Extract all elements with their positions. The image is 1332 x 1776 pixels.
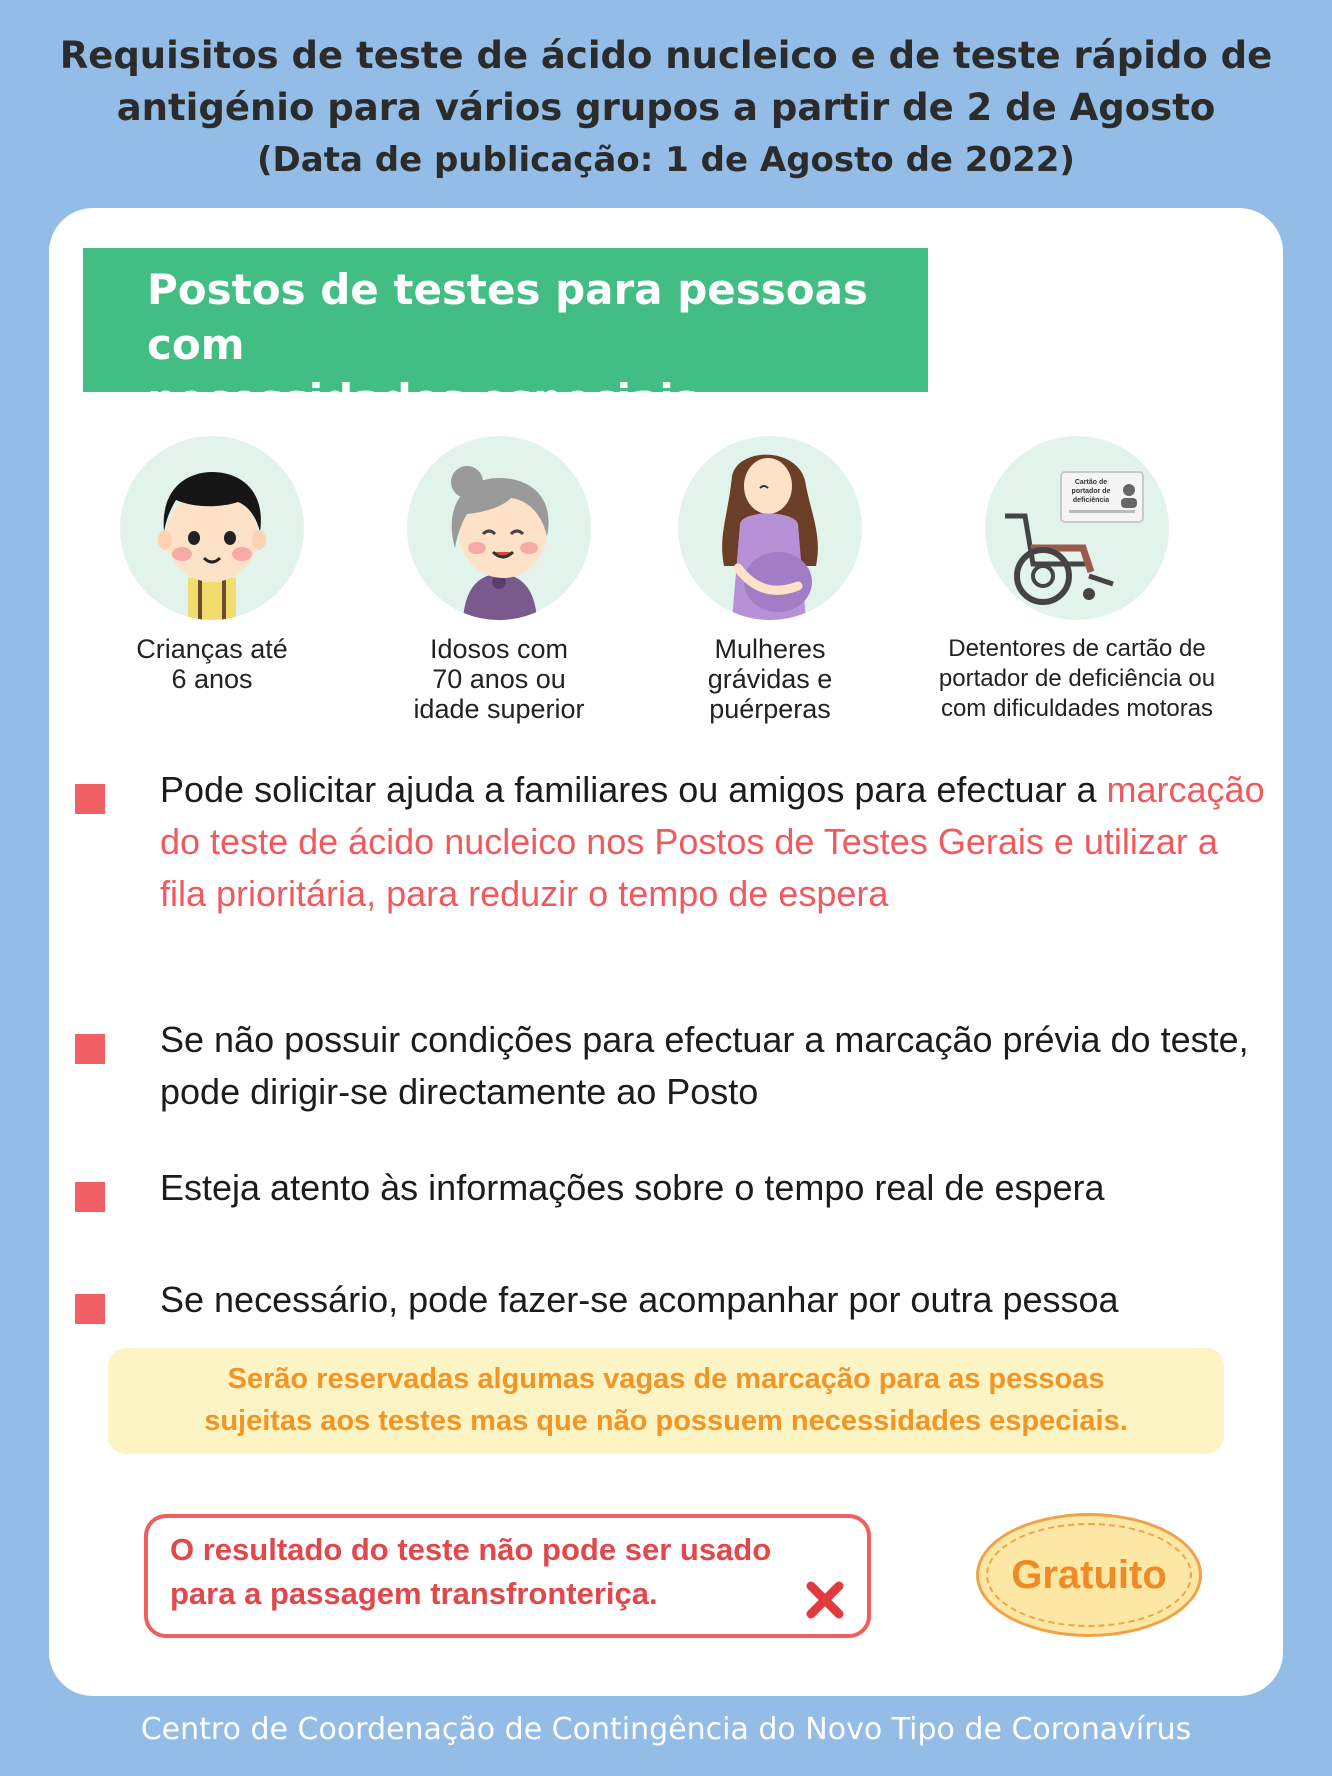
bullet-text: Esteja atento às informações sobre o tempo real de espera — [160, 1167, 1105, 1208]
cross-icon — [803, 1578, 847, 1622]
child-icon — [120, 436, 304, 620]
wheelchair-icon — [985, 436, 1169, 620]
group-disability — [917, 436, 1237, 724]
bullet-text-highlight: marcação do teste de ácido nucleico nos Postos de Testes Gerais e utilizar a fila prioritária, para reduzir o tempo de espera — [160, 769, 1265, 914]
elderly-woman-icon — [407, 436, 591, 620]
group-label: Detentores de cartão de portador de deficiência ou com dificuldades motoras — [938, 635, 1216, 722]
group-pregnant — [665, 436, 875, 724]
section-title — [83, 248, 928, 424]
header-line-1: Requisitos de teste de ácido nucleico e de teste rápido de — [59, 34, 1273, 77]
section-title-line-2: necessidades especiais — [147, 375, 699, 424]
bullet-square-icon — [75, 1182, 105, 1212]
group-elderly — [394, 436, 604, 724]
header-line-2: antigénio para vários grupos a partir de 2 de Agosto — [116, 86, 1216, 129]
bullet-square-icon — [75, 784, 105, 814]
free-badge — [976, 1513, 1202, 1637]
group-label: Crianças até 6 anos — [136, 634, 288, 694]
section-title-line-1: Postos de testes para pessoas com — [147, 265, 868, 369]
group-label: Idosos com 70 anos ou idade superior — [413, 634, 585, 724]
bullet-text: Se não possuir condições para efectuar a marcação prévia do teste, pode dirigir-se directamente ao Posto — [160, 1019, 1249, 1112]
bullet-text: Pode solicitar ajuda a familiares ou amigos para efectuar a — [160, 769, 1097, 810]
bullet-square-icon — [75, 1294, 105, 1324]
bullet-text: Se necessário, pode fazer-se acompanhar por outra pessoa — [160, 1279, 1119, 1320]
page-header — [0, 30, 1332, 186]
card-text-line-3: deficiência — [1072, 497, 1110, 504]
card-text-line-2: portador de — [1071, 488, 1111, 495]
pregnant-woman-icon — [678, 436, 862, 620]
free-badge-label: Gratuito — [1011, 1552, 1167, 1597]
publication-date: (Data de publicação: 1 de Agosto de 2022) — [257, 140, 1075, 180]
reservation-notice: Serão reservadas algumas vagas de marcação para as pessoas sujeitas aos testes mas que não possuem necessidades especiais. — [108, 1348, 1224, 1454]
content-card — [49, 208, 1283, 1696]
cross-border-warning: O resultado do teste não pode ser usado para a passagem transfronteriça. — [144, 1514, 871, 1638]
bullet-square-icon — [75, 1034, 105, 1064]
footer-organization: Centro de Coordenação de Contingência do Novo Tipo de Coronavírus — [140, 1712, 1192, 1747]
card-text-line-1: Cartão de — [1074, 479, 1108, 486]
group-label: Mulheres grávidas e puérperas — [707, 634, 833, 724]
group-children — [107, 436, 317, 694]
